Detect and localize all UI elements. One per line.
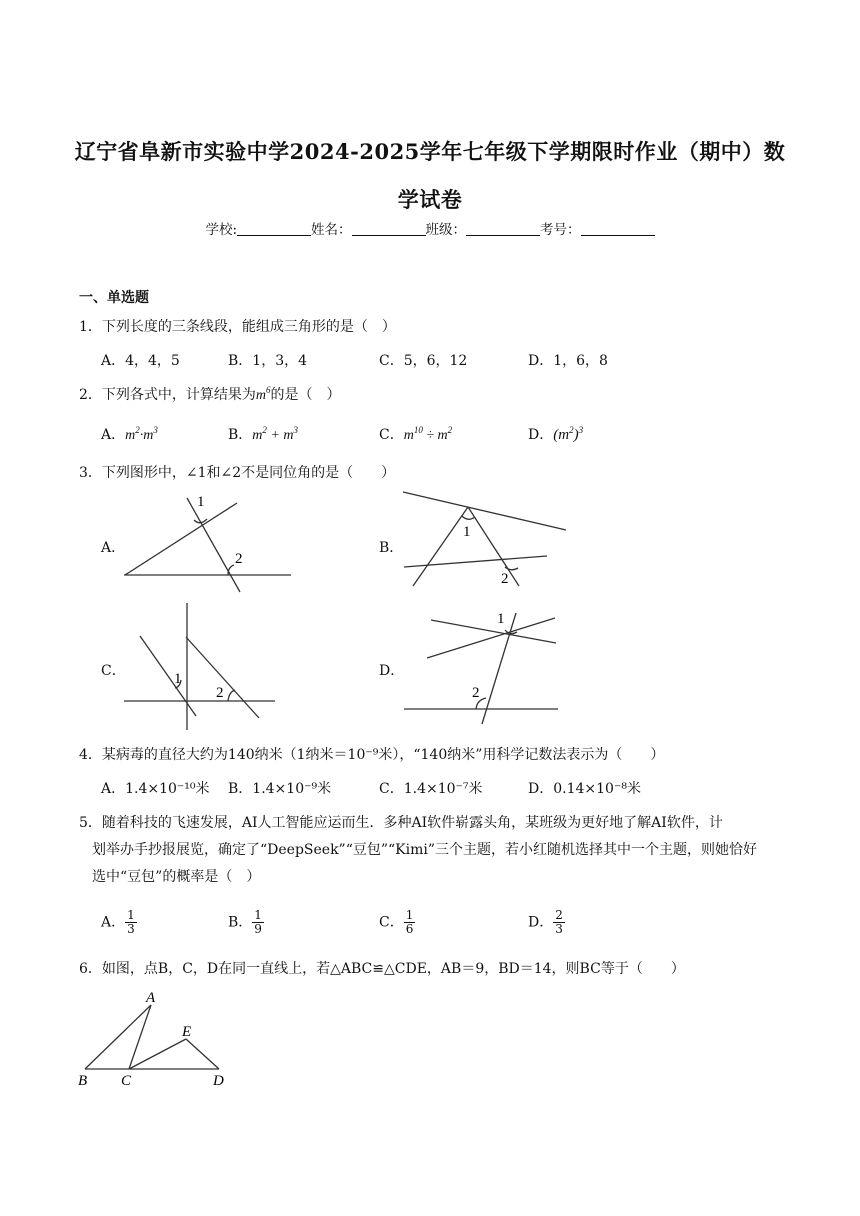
question-5-line-1: 5．随着科技的飞速发展，AI人工智能应运而生．多种AI软件崭露头角，某班级为更好地了解AI软件，计 bbox=[79, 815, 723, 831]
fig-d-label-1: 1 bbox=[497, 611, 505, 627]
q3-option-d: D． bbox=[379, 663, 405, 679]
q3-option-a: A． bbox=[101, 540, 126, 556]
question-5-line-3: 选中“豆包”的概率是（ ） bbox=[92, 869, 261, 885]
q2-option-b-expr: $m^2 + m^3$ bbox=[252, 425, 298, 443]
q1-option-b: B．1，3，4 bbox=[228, 353, 308, 369]
q1-option-a: A．4，4，5 bbox=[101, 353, 180, 369]
q5-option-c-fraction: $\frac{1}{6}$ bbox=[405, 908, 414, 936]
question-5-line-2: 划举办手抄报展览，确定了“DeepSeek”“豆包”“Kimi”三个主题，若小红随机选择其中一个主题，则她恰好 bbox=[92, 842, 758, 858]
fig-a-label-2: 2 bbox=[235, 551, 243, 567]
question-1-stem: 1．下列长度的三条线段，能组成三角形的是（ ） bbox=[79, 319, 396, 335]
page-title: 辽宁省阜新市实验中学2024-2025学年七年级下学期限时作业（期中）数 bbox=[74, 139, 786, 164]
fig-d-label-2: 2 bbox=[472, 685, 480, 701]
question-4-stem: 4．某病毒的直径大约为140纳米（1纳米＝10⁻⁹米），“140纳米”用科学记数法表示为（ ） bbox=[79, 747, 665, 763]
q2-option-b-label: B． bbox=[228, 427, 253, 443]
q5-option-b-fraction: $\frac{1}{9}$ bbox=[254, 908, 262, 936]
q6-segment-ed bbox=[186, 1039, 219, 1069]
class-label: 班级： bbox=[425, 222, 467, 238]
q2-option-a-expr: $m^2\cdot m^3$ bbox=[125, 425, 158, 443]
fig-a-label-1: 1 bbox=[197, 494, 205, 510]
q2-option-a-label: A． bbox=[101, 427, 126, 443]
q6-label-c: C bbox=[121, 1073, 132, 1089]
section-heading: 一、单选题 bbox=[79, 290, 149, 306]
q2-target-expression: $m^6$ bbox=[255, 385, 271, 403]
page-title-line2: 学试卷 bbox=[397, 187, 463, 212]
q5-option-a-label: A． bbox=[101, 914, 126, 931]
school-label: 学校: bbox=[205, 222, 238, 238]
q5-option-b-label: B． bbox=[228, 914, 253, 931]
number-label: 考号： bbox=[540, 222, 581, 238]
q2-stem-post: 的是（ ） bbox=[270, 387, 341, 403]
name-label: 姓名： bbox=[311, 222, 352, 238]
q6-label-d: D bbox=[213, 1073, 224, 1089]
q6-label-b: B bbox=[78, 1073, 88, 1089]
question-3-stem: 3．下列图形中，∠1和∠2不是同位角的是（ ） bbox=[79, 465, 396, 481]
q2-option-d-label: D． bbox=[528, 427, 554, 443]
q4-option-d: D．0.14×10⁻⁸米 bbox=[528, 781, 641, 797]
q4-option-a: A．1.4×10⁻¹⁰米 bbox=[101, 781, 210, 797]
question-6-stem: 6．如图，点B，C，D在同一直线上，若△ABC≌△CDE，AB＝9，BD＝14，则BC等于（ ） bbox=[79, 961, 685, 977]
q2-option-c-expr: $m^{10} \div m^2$ bbox=[403, 425, 453, 443]
q4-option-c: C．1.4×10⁻⁷米 bbox=[379, 781, 483, 797]
q6-label-a: A bbox=[146, 990, 156, 1006]
fig-b-label-2: 2 bbox=[501, 571, 509, 587]
q3-option-b: B． bbox=[379, 540, 404, 556]
q2-option-d-expr: $(m^2)^3$ bbox=[553, 425, 584, 443]
q2-stem-pre: 2．下列各式中，计算结果为 bbox=[79, 387, 256, 403]
fig-c-label-1: 1 bbox=[174, 671, 182, 687]
q5-option-a-fraction: $\frac{1}{3}$ bbox=[127, 908, 135, 936]
q4-option-b: B．1.4×10⁻⁹米 bbox=[228, 781, 332, 797]
q1-option-c: C．5，6，12 bbox=[379, 353, 468, 369]
fig-b-label-1: 1 bbox=[463, 524, 471, 540]
fig-c-label-2: 2 bbox=[216, 685, 224, 701]
q5-option-c-label: C． bbox=[379, 914, 404, 931]
q2-option-c-label: C． bbox=[379, 427, 404, 443]
q3-option-c: C． bbox=[101, 663, 126, 679]
q6-segment-ba bbox=[85, 1005, 151, 1069]
q5-option-d-fraction: $\frac{2}{3}$ bbox=[555, 908, 563, 936]
q6-label-e: E bbox=[182, 1024, 192, 1040]
q1-option-d: D．1，6，8 bbox=[528, 353, 608, 369]
q5-option-d-label: D． bbox=[528, 914, 554, 931]
